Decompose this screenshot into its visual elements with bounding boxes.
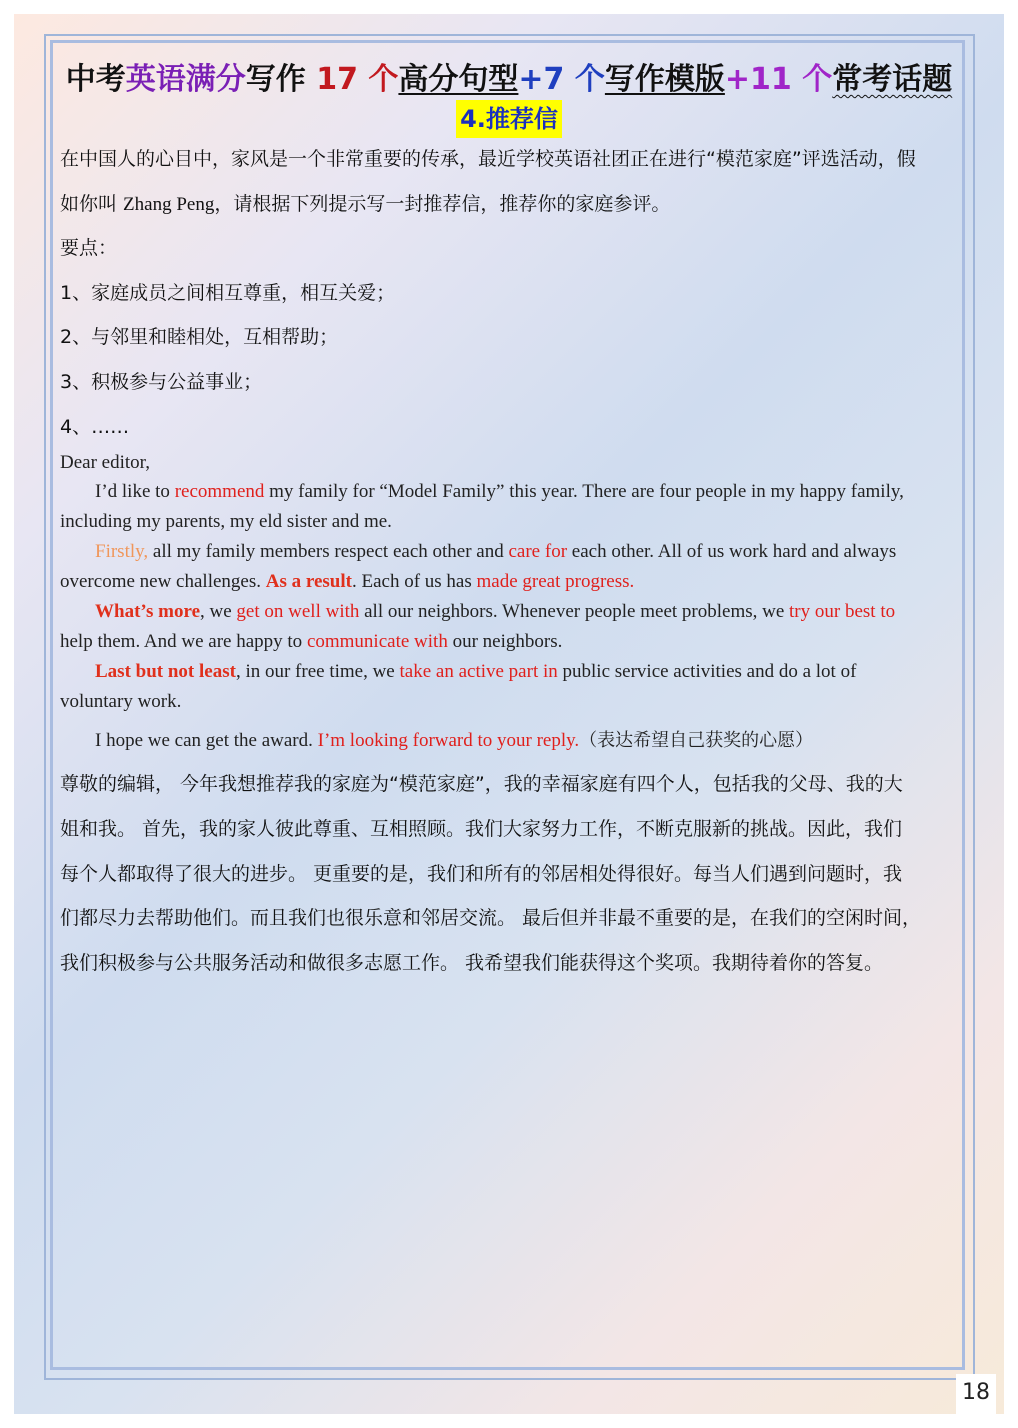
letter-keyword: made great progress.: [476, 571, 635, 592]
translation-line: 每个人都取得了很大的进步。 更重要的是，我们和所有的邻居相处得很好。每当人们遇到问题时，我: [60, 863, 903, 885]
letter-text: all my family members respect each other and: [148, 541, 509, 562]
letter-keyword: Last but not least: [95, 661, 236, 682]
translation-line: 们都尽力去帮助他们。而且我们也很乐意和邻居交流。 最后但并非最不重要的是，在我们的空闲时间，: [60, 907, 922, 929]
letter-keyword: What’s more: [95, 601, 201, 622]
letter-keyword: As a result: [265, 571, 352, 592]
title-part: +7 个: [518, 62, 605, 97]
letter-text: , in our free time, we: [235, 661, 400, 682]
letter-text: help them. And we are happy to: [60, 631, 307, 652]
title-part: 常考话题: [832, 62, 953, 97]
letter-keyword: take an active part in: [399, 661, 558, 682]
letter-line: [95, 481, 904, 503]
letter-line: voluntary work.: [60, 691, 182, 712]
letter-text: public service activities and do a lot of: [557, 661, 857, 682]
translation-line: 姐和我。 首先，我的家人彼此尊重、互相照顾。我们大家努力工作，不断克服新的挑战。因此，我们: [60, 818, 903, 840]
letter-greeting: Dear editor,: [60, 452, 150, 473]
letter-keyword: communicate with: [306, 631, 448, 652]
translation-line: 我们积极参与公共服务活动和做很多志愿工作。 我希望我们能获得这个奖项。我期待着你的答复。: [60, 952, 884, 974]
inner-frame: [50, 40, 965, 1370]
letter-text: I’d like to: [95, 481, 175, 502]
letter-line: [95, 541, 896, 563]
point-item: 3、积极参与公益事业；: [60, 371, 263, 393]
letter-line: [95, 661, 856, 683]
letter-keyword: get on well with: [236, 601, 360, 622]
letter-text: I hope we can get the award.: [95, 730, 318, 751]
prompt-text: ，请根据下列提示写一封推荐信，推荐你的家庭参评。: [214, 193, 671, 215]
letter-text: . Each of us has: [351, 571, 477, 592]
title-part: 17 个: [316, 62, 399, 97]
letter-keyword: Firstly,: [95, 541, 149, 562]
letter-text: our neighbors.: [447, 631, 563, 652]
letter-line: [60, 631, 562, 653]
prompt-name: Zhang Peng: [123, 194, 215, 215]
section-subtitle: 4.推荐信: [456, 100, 562, 138]
letter-line: including my parents, my eld sister and me.: [60, 511, 392, 532]
title-part: 写作模版: [604, 62, 725, 97]
point-item: 2、与邻里和睦相处，互相帮助；: [60, 326, 339, 348]
page-title: [50, 54, 968, 98]
title-part: 写作: [245, 62, 317, 97]
title-part: +11 个: [724, 62, 833, 97]
letter-keyword: recommend: [174, 481, 265, 502]
letter-line: [95, 601, 895, 623]
title-part: 英语满分: [125, 62, 246, 97]
letter-text: , we: [200, 601, 237, 622]
prompt-line: [60, 189, 670, 216]
letter-keyword: try our best to: [789, 601, 896, 622]
points-label: 要点：: [60, 237, 118, 259]
point-item: 4、……: [60, 416, 130, 438]
letter-keyword: care for: [508, 541, 568, 562]
letter-text: my family for “Model Family” this year. There are four people in my happy family,: [264, 481, 904, 502]
letter-line: [60, 571, 634, 593]
prompt-line: 在中国人的心目中，家风是一个非常重要的传承，最近学校英语社团正在进行“模范家庭”评选活动，假: [60, 148, 916, 170]
translation-line: 尊敬的编辑， 今年我想推荐我的家庭为“模范家庭”，我的幸福家庭有四个人，包括我的父母、我的大: [60, 773, 903, 795]
title-part: 中考: [65, 62, 126, 97]
letter-text: all our neighbors. Whenever people meet problems, we: [359, 601, 790, 622]
prompt-text: 如你叫: [60, 193, 124, 215]
page-number: 18: [956, 1374, 996, 1414]
point-item: 1、家庭成员之间相互尊重，相互关爱；: [60, 282, 396, 304]
letter-keyword: I’m looking forward to your reply.: [317, 730, 580, 751]
title-part: 高分句型: [398, 62, 519, 97]
letter-line: [95, 726, 813, 752]
letter-note: （表达希望自己获奖的心愿）: [579, 730, 814, 751]
letter-text: overcome new challenges.: [60, 571, 266, 592]
letter-text: each other. All of us work hard and always: [567, 541, 897, 562]
